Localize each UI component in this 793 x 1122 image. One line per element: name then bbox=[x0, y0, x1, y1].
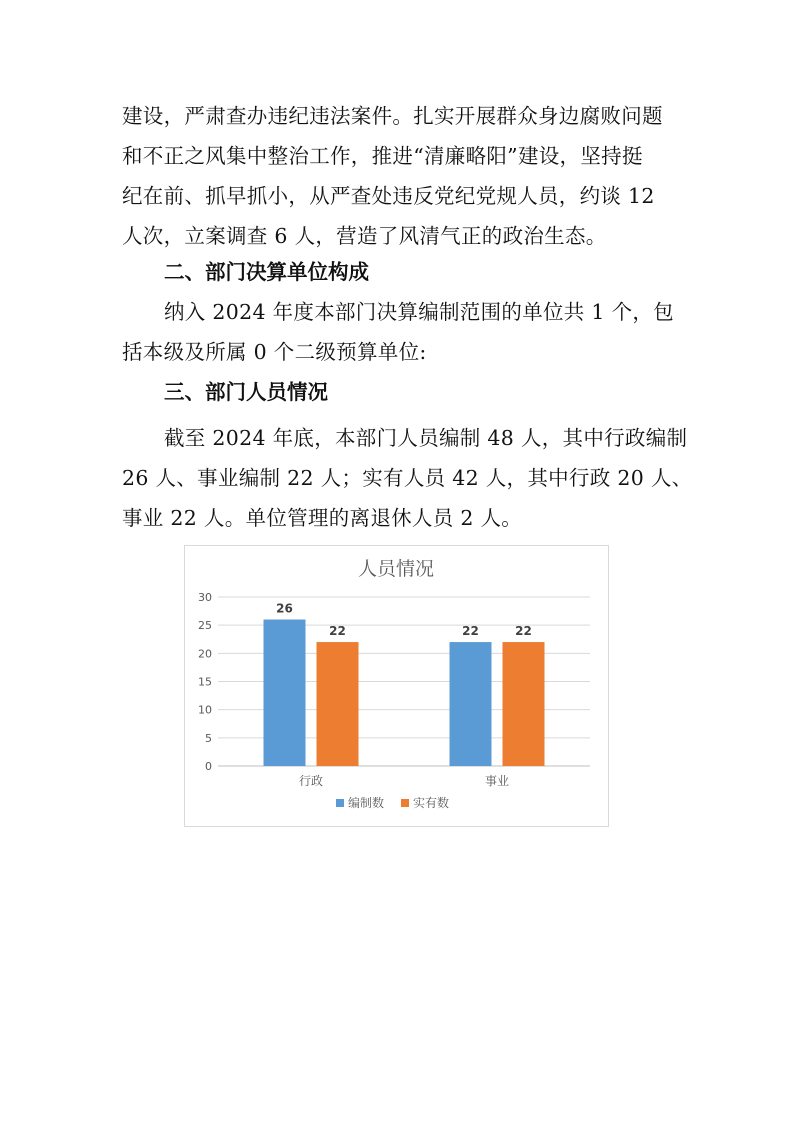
bar-编制数 bbox=[264, 620, 306, 766]
paragraph-line: 和不正之风集中整治工作，推进“清廉略阳”建设，坚持挺 bbox=[122, 144, 643, 168]
data-label: 22 bbox=[515, 624, 532, 639]
paragraph-line: 26 人、事业编制 22 人；实有人员 42 人，其中行政 20 人、 bbox=[122, 466, 693, 490]
y-tick-label: 25 bbox=[198, 619, 212, 633]
bar-编制数 bbox=[450, 642, 492, 766]
y-tick-label: 0 bbox=[205, 760, 212, 773]
chart-x-ticks bbox=[299, 773, 509, 788]
x-tick-label: 事业 bbox=[484, 774, 510, 788]
data-label: 22 bbox=[329, 624, 346, 639]
paragraph-line: 事业 22 人。单位管理的离退休人员 2 人。 bbox=[122, 506, 523, 530]
section-heading-3: 三、部门人员情况 bbox=[164, 380, 328, 404]
section-heading-2: 二、部门决算单位构成 bbox=[164, 260, 369, 284]
legend-swatch bbox=[401, 799, 409, 807]
paragraph-line: 人次，立案调查 6 人，营造了风清气正的政治生态。 bbox=[122, 224, 607, 248]
legend-entry: 实有数 bbox=[413, 796, 450, 810]
y-tick-label: 10 bbox=[198, 703, 212, 717]
chart-y-ticks bbox=[198, 591, 212, 773]
paragraph-line: 括本级及所属 0 个二级预算单位: bbox=[122, 340, 427, 364]
paragraph-line: 纳入 2024 年度本部门决算编制范围的单位共 1 个，包 bbox=[164, 300, 674, 324]
bar-实有数 bbox=[317, 642, 359, 766]
x-tick-label: 行政 bbox=[298, 774, 324, 788]
staff-bar-chart bbox=[184, 545, 609, 827]
chart-legend bbox=[336, 795, 449, 810]
chart-title: 人员情况 bbox=[357, 558, 435, 580]
paragraph-line: 截至 2024 年底，本部门人员编制 48 人，其中行政编制 bbox=[164, 426, 688, 450]
y-tick-label: 5 bbox=[205, 731, 212, 745]
data-label: 26 bbox=[276, 601, 293, 616]
chart-canvas bbox=[185, 546, 608, 826]
paragraph-line: 建设，严肃查办违纪违法案件。扎实开展群众身边腐败问题 bbox=[122, 104, 663, 128]
y-tick-label: 15 bbox=[198, 675, 212, 689]
y-tick-label: 30 bbox=[198, 591, 212, 604]
legend-entry: 编制数 bbox=[348, 796, 385, 810]
data-label: 22 bbox=[462, 624, 479, 639]
chart-data-labels bbox=[276, 602, 532, 639]
chart-bars bbox=[264, 620, 545, 766]
legend-swatch bbox=[336, 799, 344, 807]
bar-实有数 bbox=[503, 642, 545, 766]
y-tick-label: 20 bbox=[198, 647, 212, 661]
paragraph-line: 纪在前、抓早抓小，从严查处违反党纪党规人员，约谈 12 bbox=[122, 184, 655, 208]
